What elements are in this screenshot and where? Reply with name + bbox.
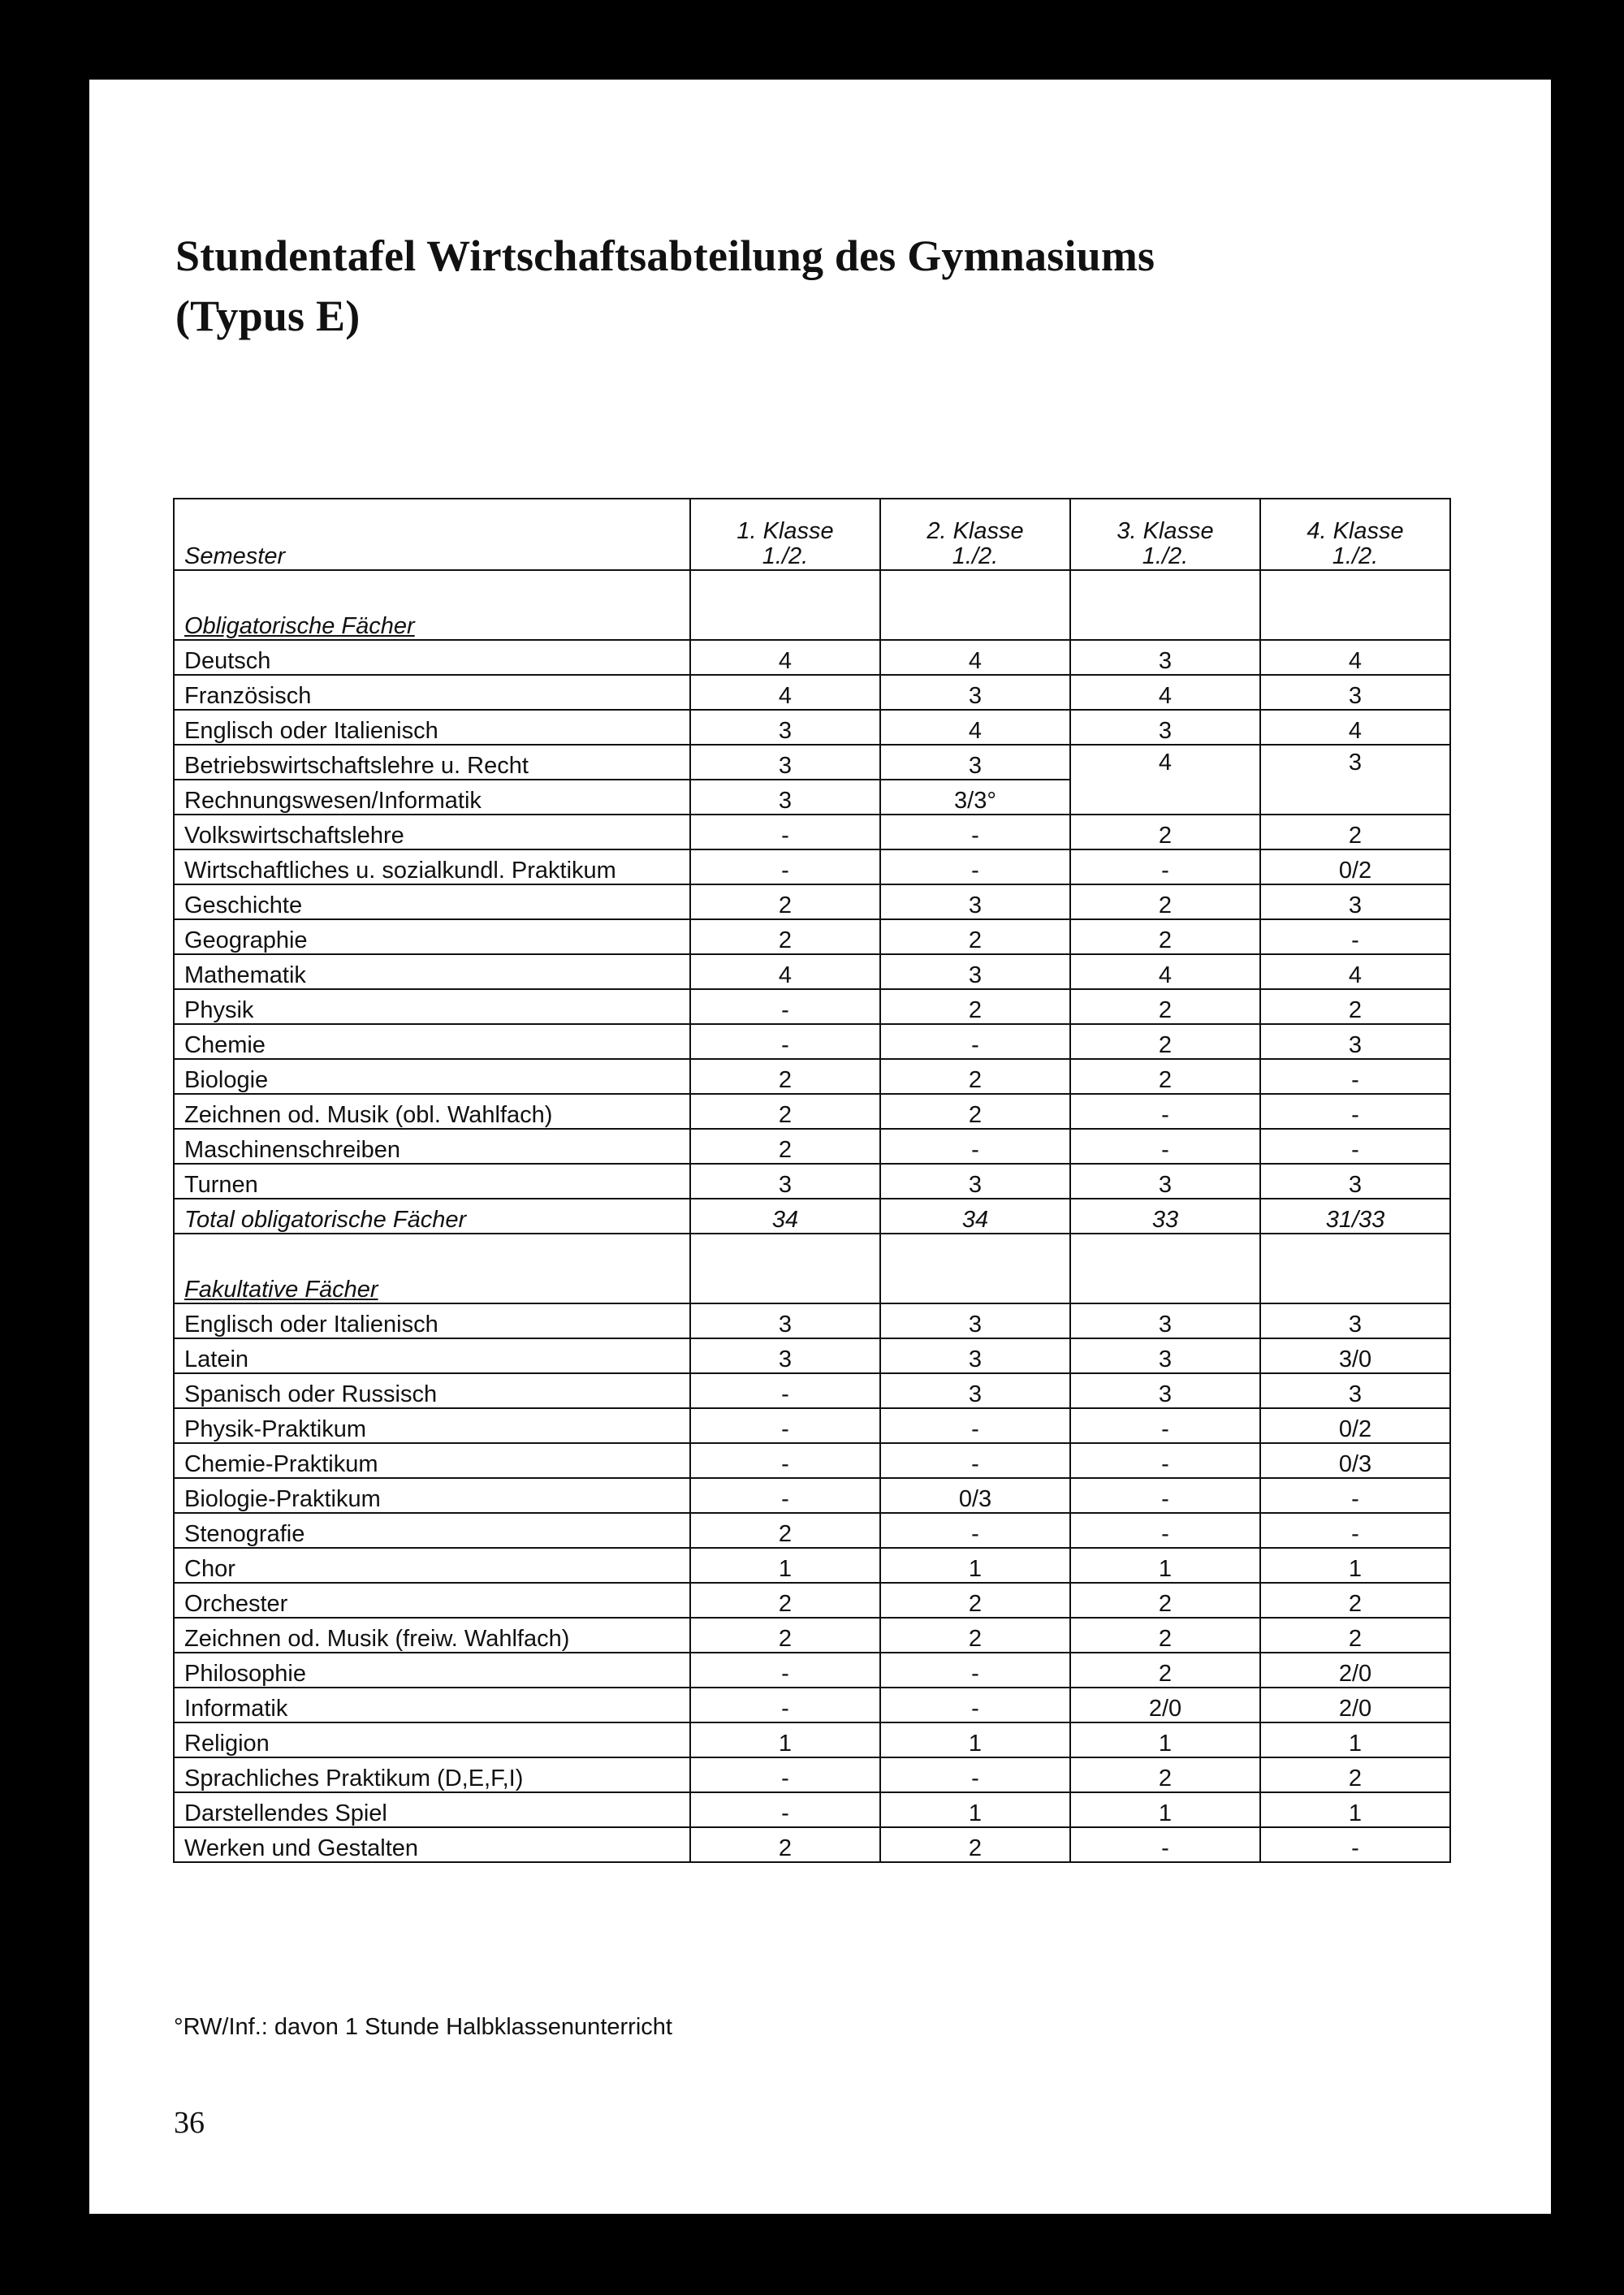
hours-cell: -: [1260, 1513, 1450, 1548]
header-klasse-1: [690, 499, 880, 570]
table-row: [174, 1478, 1450, 1513]
hours-cell: 0/2: [1260, 849, 1450, 884]
subject-cell: Werken und Gestalten: [174, 1827, 690, 1862]
subject-cell: Chemie: [174, 1024, 690, 1059]
hours-cell: 1: [880, 1548, 1070, 1583]
table-row: [174, 1757, 1450, 1792]
hours-cell: 3: [880, 954, 1070, 989]
subject-cell: Sprachliches Praktikum (D,E,F,I): [174, 1757, 690, 1792]
empty-cell: [880, 570, 1070, 640]
table-row: [174, 884, 1450, 919]
subject-cell: Orchester: [174, 1583, 690, 1618]
table-row: [174, 1513, 1450, 1548]
hours-cell: 1: [1260, 1548, 1450, 1583]
section-obligatory-label: Obligatorische Fächer: [174, 570, 690, 640]
hours-cell: 3: [1260, 1373, 1450, 1408]
table-row: [174, 1338, 1450, 1373]
header-klasse-label: 1. Klasse: [736, 518, 834, 544]
header-semester-label: 1./2.: [762, 543, 809, 569]
subject-cell: Biologie: [174, 1059, 690, 1094]
header-semester-label: 1./2.: [1332, 543, 1379, 569]
hours-cell: -: [690, 849, 880, 884]
subject-cell: Deutsch: [174, 640, 690, 675]
hours-cell: 1: [1070, 1722, 1260, 1757]
header-semester: Semester: [174, 499, 690, 570]
hours-cell: 3: [690, 1164, 880, 1199]
header-klasse-label: 2. Klasse: [926, 518, 1024, 544]
subject-cell: Stenografie: [174, 1513, 690, 1548]
total-row: [174, 1199, 1450, 1234]
hours-cell: 3: [1070, 1303, 1260, 1338]
hours-cell: -: [1070, 1827, 1260, 1862]
hours-cell: -: [1070, 1094, 1260, 1129]
section-optional-label: Fakultative Fächer: [174, 1234, 690, 1303]
table-row: [174, 1583, 1450, 1618]
hours-cell: 3: [690, 1338, 880, 1373]
table-row: [174, 1827, 1450, 1862]
subject-cell: Zeichnen od. Musik (freiw. Wahlfach): [174, 1618, 690, 1653]
hours-cell: -: [880, 1513, 1070, 1548]
schedule-table-body: [174, 499, 1450, 1862]
subject-cell: Zeichnen od. Musik (obl. Wahlfach): [174, 1094, 690, 1129]
table-row: [174, 954, 1450, 989]
header-semester-label: 1./2.: [1142, 543, 1189, 569]
hours-cell: 34: [690, 1199, 880, 1234]
table-row: [174, 1129, 1450, 1164]
header-klasse-4: [1260, 499, 1450, 570]
hours-cell: -: [690, 815, 880, 849]
hours-cell: 3: [690, 745, 880, 780]
header-row: [174, 499, 1450, 570]
hours-cell: 3: [1070, 640, 1260, 675]
hours-cell: 4: [1070, 745, 1260, 815]
subject-cell: Informatik: [174, 1688, 690, 1722]
hours-cell: 0/3: [1260, 1443, 1450, 1478]
hours-cell: 2: [880, 1583, 1070, 1618]
hours-cell: 3: [1070, 1338, 1260, 1373]
hours-cell: 3: [1260, 884, 1450, 919]
hours-cell: 3: [880, 1303, 1070, 1338]
hours-cell: 4: [1260, 640, 1450, 675]
table-row: [174, 1094, 1450, 1129]
hours-cell: 2: [880, 989, 1070, 1024]
hours-cell: 2: [1070, 1059, 1260, 1094]
hours-cell: 1: [880, 1722, 1070, 1757]
hours-cell: -: [690, 1408, 880, 1443]
header-klasse-3: [1070, 499, 1260, 570]
table-row: [174, 1443, 1450, 1478]
hours-cell: 2: [880, 919, 1070, 954]
hours-cell: 4: [690, 954, 880, 989]
header-klasse-label: 4. Klasse: [1307, 518, 1404, 544]
hours-cell: 2: [880, 1094, 1070, 1129]
hours-cell: 2: [1260, 989, 1450, 1024]
subject-cell: Chemie-Praktikum: [174, 1443, 690, 1478]
hours-cell: -: [880, 1688, 1070, 1722]
hours-cell: -: [1260, 1129, 1450, 1164]
header-klasse-2: [880, 499, 1070, 570]
hours-cell: 2: [880, 1059, 1070, 1094]
hours-cell: 3: [1260, 1164, 1450, 1199]
hours-cell: -: [1070, 1129, 1260, 1164]
hours-cell: 3: [690, 710, 880, 745]
hours-cell: 3: [1260, 1303, 1450, 1338]
table-row: [174, 675, 1450, 710]
hours-cell: 3: [880, 675, 1070, 710]
hours-cell: -: [880, 815, 1070, 849]
hours-cell: 2: [690, 1513, 880, 1548]
hours-cell: 1: [880, 1792, 1070, 1827]
hours-cell: -: [1260, 1478, 1450, 1513]
hours-cell: -: [690, 1024, 880, 1059]
schedule-table: [173, 498, 1451, 1863]
empty-cell: [690, 570, 880, 640]
table-row: [174, 1792, 1450, 1827]
hours-cell: 31/33: [1260, 1199, 1450, 1234]
hours-cell: 2: [690, 1129, 880, 1164]
hours-cell: 4: [690, 640, 880, 675]
document-page: [89, 80, 1551, 2214]
empty-cell: [1070, 570, 1260, 640]
hours-cell: 2: [1070, 919, 1260, 954]
hours-cell: 3: [880, 1373, 1070, 1408]
subject-cell: Wirtschaftliches u. sozialkundl. Praktikum: [174, 849, 690, 884]
empty-cell: [1260, 570, 1450, 640]
hours-cell: 2: [1070, 1757, 1260, 1792]
hours-cell: 2/0: [1260, 1688, 1450, 1722]
hours-cell: -: [1070, 1408, 1260, 1443]
hours-cell: 3: [1070, 1164, 1260, 1199]
hours-cell: -: [880, 1408, 1070, 1443]
subject-cell: Religion: [174, 1722, 690, 1757]
title-line-2: (Typus E): [175, 292, 361, 340]
header-semester-label: 1./2.: [952, 543, 999, 569]
subject-cell: Maschinenschreiben: [174, 1129, 690, 1164]
hours-cell: 2: [1070, 884, 1260, 919]
hours-cell: -: [1260, 1827, 1450, 1862]
title-line-1: Stundentafel Wirtschaftsabteilung des Gymnasiums: [175, 231, 1155, 280]
empty-cell: [1070, 1234, 1260, 1303]
hours-cell: -: [1070, 849, 1260, 884]
hours-cell: 2: [1070, 1024, 1260, 1059]
subject-cell: Spanisch oder Russisch: [174, 1373, 690, 1408]
hours-cell: 0/3: [880, 1478, 1070, 1513]
hours-cell: -: [690, 1757, 880, 1792]
empty-cell: [1260, 1234, 1450, 1303]
hours-cell: -: [1070, 1443, 1260, 1478]
hours-cell: 3: [880, 745, 1070, 780]
hours-cell: -: [880, 1653, 1070, 1688]
hours-cell: 3: [880, 1164, 1070, 1199]
empty-cell: [690, 1234, 880, 1303]
hours-cell: 2: [690, 1059, 880, 1094]
table-row: [174, 1024, 1450, 1059]
subject-cell: Turnen: [174, 1164, 690, 1199]
hours-cell: 2: [690, 884, 880, 919]
hours-cell: -: [690, 989, 880, 1024]
table-row: [174, 1722, 1450, 1757]
hours-cell: 2: [690, 919, 880, 954]
hours-cell: 2: [1260, 815, 1450, 849]
hours-cell: 2: [1260, 1583, 1450, 1618]
subject-cell: Latein: [174, 1338, 690, 1373]
hours-cell: 4: [880, 640, 1070, 675]
hours-cell: 3: [690, 1303, 880, 1338]
empty-cell: [880, 1234, 1070, 1303]
subject-cell: Volkswirtschaftslehre: [174, 815, 690, 849]
hours-cell: 4: [690, 675, 880, 710]
hours-cell: 2: [880, 1618, 1070, 1653]
hours-cell: 3: [1260, 675, 1450, 710]
hours-cell: 3: [1260, 1024, 1450, 1059]
hours-cell: -: [880, 1757, 1070, 1792]
table-row: [174, 1618, 1450, 1653]
subject-cell: Englisch oder Italienisch: [174, 710, 690, 745]
hours-cell: 2/0: [1260, 1653, 1450, 1688]
section-optional-row: [174, 1234, 1450, 1303]
hours-cell: 2: [1070, 1653, 1260, 1688]
hours-cell: -: [880, 849, 1070, 884]
hours-cell: 4: [1070, 954, 1260, 989]
hours-cell: -: [1070, 1513, 1260, 1548]
hours-cell: -: [690, 1653, 880, 1688]
subject-cell: Geschichte: [174, 884, 690, 919]
hours-cell: 3/3°: [880, 780, 1070, 815]
hours-cell: 2: [1070, 989, 1260, 1024]
hours-cell: 3: [1070, 1373, 1260, 1408]
hours-cell: -: [690, 1688, 880, 1722]
hours-cell: -: [1260, 1094, 1450, 1129]
page-number: 36: [174, 2106, 205, 2140]
hours-cell: 3: [880, 1338, 1070, 1373]
hours-cell: 3: [1070, 710, 1260, 745]
hours-cell: 4: [1070, 675, 1260, 710]
hours-cell: -: [1260, 1059, 1450, 1094]
hours-cell: 1: [1070, 1792, 1260, 1827]
subject-cell: Betriebswirtschaftslehre u. Recht: [174, 745, 690, 780]
hours-cell: 1: [690, 1722, 880, 1757]
hours-cell: 3: [880, 884, 1070, 919]
hours-cell: 2: [1260, 1757, 1450, 1792]
table-row: [174, 849, 1450, 884]
table-row: [174, 1653, 1450, 1688]
table-row: [174, 989, 1450, 1024]
subject-cell: Philosophie: [174, 1653, 690, 1688]
subject-cell: Darstellendes Spiel: [174, 1792, 690, 1827]
hours-cell: 2: [690, 1827, 880, 1862]
table-row: [174, 815, 1450, 849]
hours-cell: 0/2: [1260, 1408, 1450, 1443]
table-row: [174, 1164, 1450, 1199]
hours-cell: 2: [880, 1827, 1070, 1862]
subject-cell: Französisch: [174, 675, 690, 710]
table-row: [174, 1408, 1450, 1443]
hours-cell: -: [690, 1478, 880, 1513]
hours-cell: 2: [690, 1094, 880, 1129]
table-row: [174, 919, 1450, 954]
subject-cell: Englisch oder Italienisch: [174, 1303, 690, 1338]
hours-cell: 3/0: [1260, 1338, 1450, 1373]
table-row: [174, 1688, 1450, 1722]
table-row: [174, 710, 1450, 745]
table-row: [174, 1059, 1450, 1094]
hours-cell: 1: [690, 1548, 880, 1583]
table-row: [174, 640, 1450, 675]
hours-cell: 4: [1260, 710, 1450, 745]
table-row: [174, 1548, 1450, 1583]
hours-cell: 1: [1260, 1792, 1450, 1827]
subject-cell: Total obligatorische Fächer: [174, 1199, 690, 1234]
table-row: [174, 1303, 1450, 1338]
hours-cell: 2: [690, 1583, 880, 1618]
header-klasse-label: 3. Klasse: [1116, 518, 1214, 544]
subject-cell: Biologie-Praktikum: [174, 1478, 690, 1513]
subject-cell: Geographie: [174, 919, 690, 954]
table-row: [174, 1373, 1450, 1408]
subject-cell: Chor: [174, 1548, 690, 1583]
hours-cell: -: [1260, 919, 1450, 954]
hours-cell: 2: [1070, 1583, 1260, 1618]
table-row: [174, 745, 1450, 780]
hours-cell: 2: [1260, 1618, 1450, 1653]
subject-cell: Mathematik: [174, 954, 690, 989]
subject-cell: Physik: [174, 989, 690, 1024]
page-title: [175, 226, 1155, 346]
hours-cell: 2: [1070, 815, 1260, 849]
hours-cell: 1: [1070, 1548, 1260, 1583]
footnote: °RW/Inf.: davon 1 Stunde Halbklassenunterricht: [174, 2014, 672, 2040]
hours-cell: 3: [690, 780, 880, 815]
hours-cell: -: [880, 1129, 1070, 1164]
hours-cell: -: [690, 1792, 880, 1827]
hours-cell: 2: [1070, 1618, 1260, 1653]
hours-cell: 3: [1260, 745, 1450, 815]
hours-cell: -: [880, 1443, 1070, 1478]
subject-cell: Rechnungswesen/Informatik: [174, 780, 690, 815]
hours-cell: 34: [880, 1199, 1070, 1234]
hours-cell: 2/0: [1070, 1688, 1260, 1722]
hours-cell: 33: [1070, 1199, 1260, 1234]
hours-cell: 4: [1260, 954, 1450, 989]
hours-cell: -: [690, 1373, 880, 1408]
subject-cell: Physik-Praktikum: [174, 1408, 690, 1443]
hours-cell: 2: [690, 1618, 880, 1653]
hours-cell: -: [880, 1024, 1070, 1059]
hours-cell: 1: [1260, 1722, 1450, 1757]
hours-cell: 4: [880, 710, 1070, 745]
section-obligatory-row: [174, 570, 1450, 640]
hours-cell: -: [690, 1443, 880, 1478]
hours-cell: -: [1070, 1478, 1260, 1513]
